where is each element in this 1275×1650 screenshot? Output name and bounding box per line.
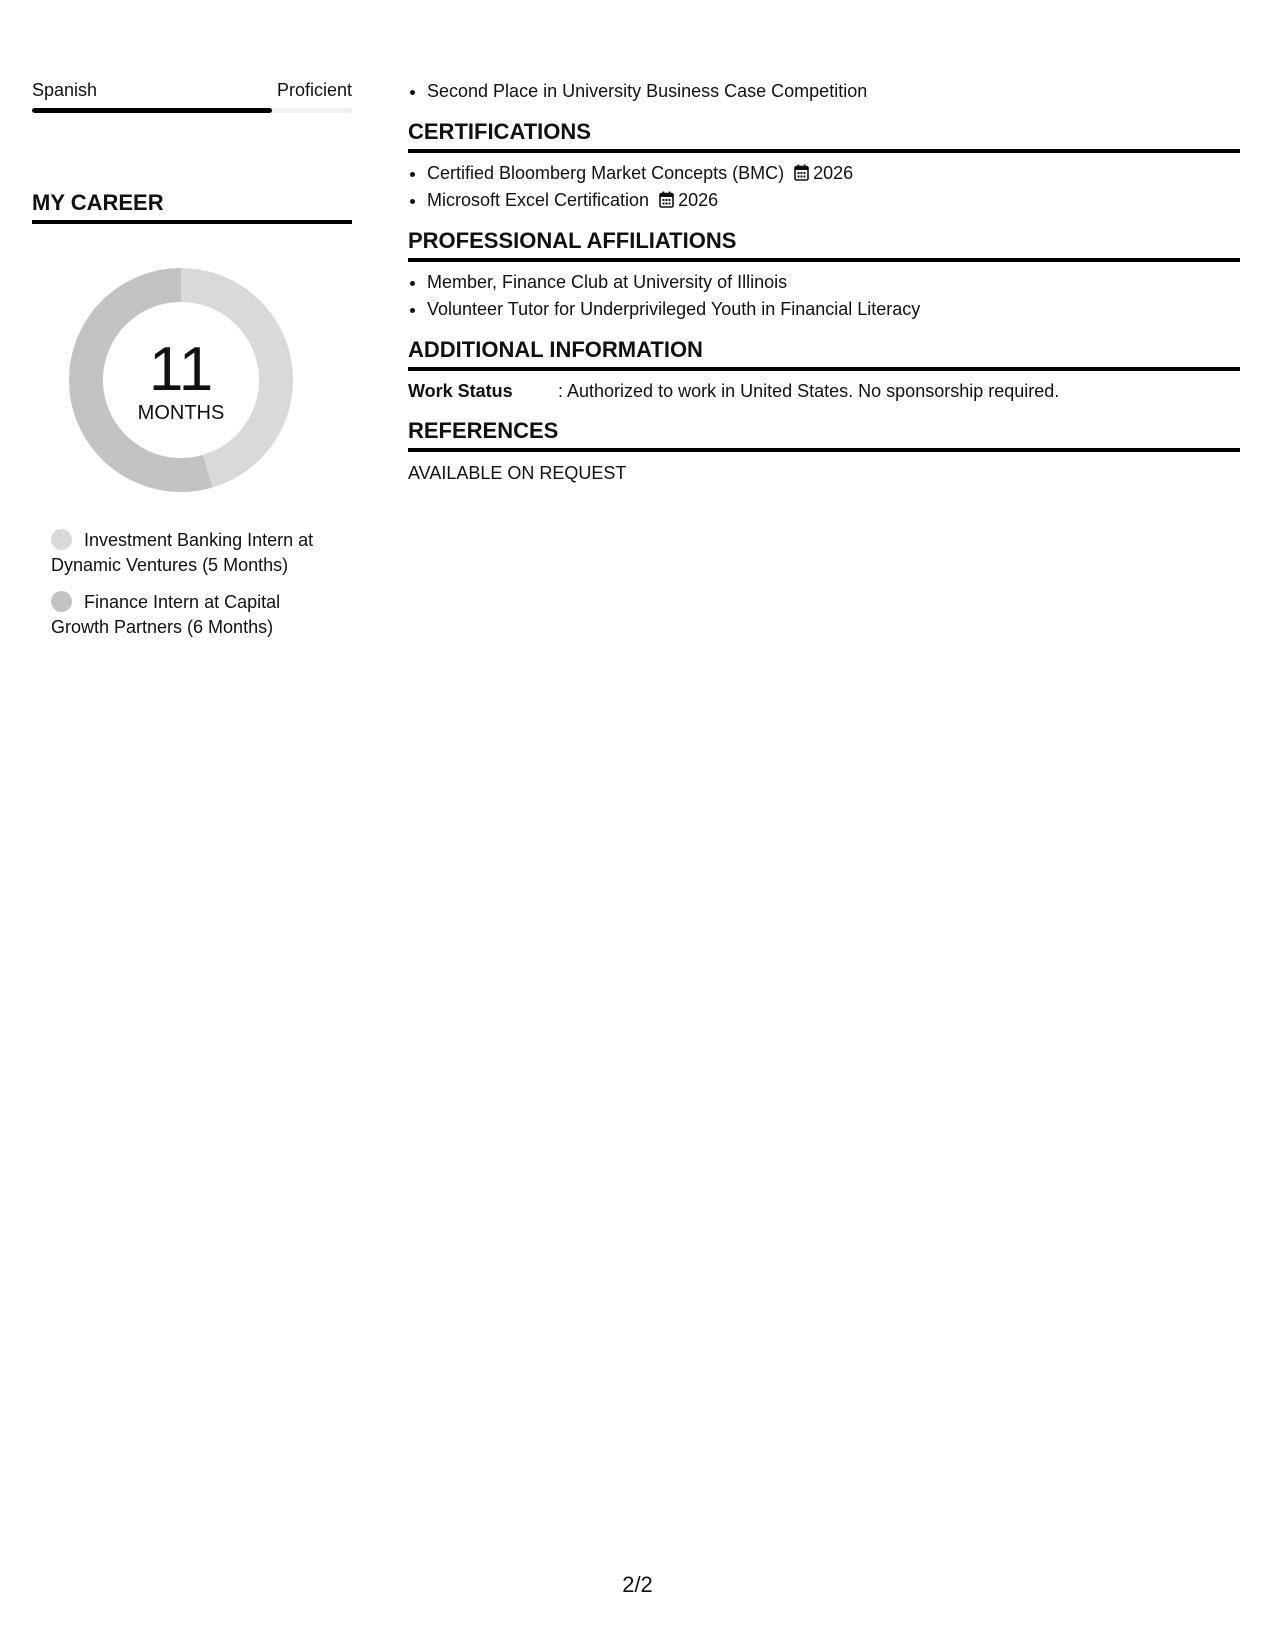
career-item-label: Finance Intern at Capital Growth Partners (6 Months) — [51, 592, 281, 637]
language-level: Proficient — [276, 80, 352, 100]
additional-info-title: ADDITIONAL INFORMATION — [408, 335, 1240, 371]
career-legend — [51, 528, 336, 640]
award-item: • Second Place in University Business Case Competition — [427, 78, 1240, 105]
certification-name: Certified Bloomberg Market Concepts (BMC) — [427, 163, 785, 183]
career-donut-chart — [67, 266, 295, 494]
language-name: Spanish — [32, 80, 98, 100]
affiliations-list — [408, 269, 1240, 323]
work-status-label: Work Status — [408, 381, 513, 401]
language-row — [32, 78, 352, 102]
work-status-value: : Authorized to work in United States. No sponsorship required. — [558, 381, 1060, 401]
certification-year: 2026 — [813, 163, 854, 183]
career-item-label: Investment Banking Intern at Dynamic Ventures (5 Months) — [51, 530, 314, 575]
career-section-title: MY CAREER — [32, 189, 352, 224]
language-proficiency-bar — [32, 108, 352, 113]
language-skill — [32, 78, 352, 113]
career-total-unit: MONTHS — [137, 402, 225, 424]
work-status-row — [408, 378, 1240, 404]
calendar-icon — [659, 191, 674, 208]
legend-dot-icon — [51, 529, 72, 550]
page-number: 2/2 — [622, 1572, 653, 1597]
certification-item — [427, 160, 1240, 187]
certifications-title: CERTIFICATIONS — [408, 117, 1240, 153]
career-legend-item — [51, 528, 336, 578]
certification-name: Microsoft Excel Certification — [427, 190, 650, 210]
calendar-icon — [794, 164, 809, 181]
language-proficiency-fill — [32, 108, 272, 113]
right-column — [408, 78, 1240, 486]
certification-item — [427, 187, 1240, 214]
affiliations-title: PROFESSIONAL AFFILIATIONS — [408, 226, 1240, 262]
career-total-number: 11 — [148, 335, 214, 404]
references-title: REFERENCES — [408, 416, 1240, 452]
awards-list — [408, 78, 1240, 105]
affiliation-item: • Member, Finance Club at University of Illinois — [427, 269, 1240, 296]
donut-center — [67, 266, 295, 494]
certifications-list — [408, 160, 1240, 214]
legend-dot-icon — [51, 591, 72, 612]
affiliation-item: • Volunteer Tutor for Underprivileged Youth in Financial Literacy — [427, 296, 1240, 323]
left-column — [32, 78, 352, 652]
career-legend-item — [51, 590, 336, 640]
references-text: AVAILABLE ON REQUEST — [408, 463, 627, 483]
certification-year: 2026 — [678, 190, 719, 210]
